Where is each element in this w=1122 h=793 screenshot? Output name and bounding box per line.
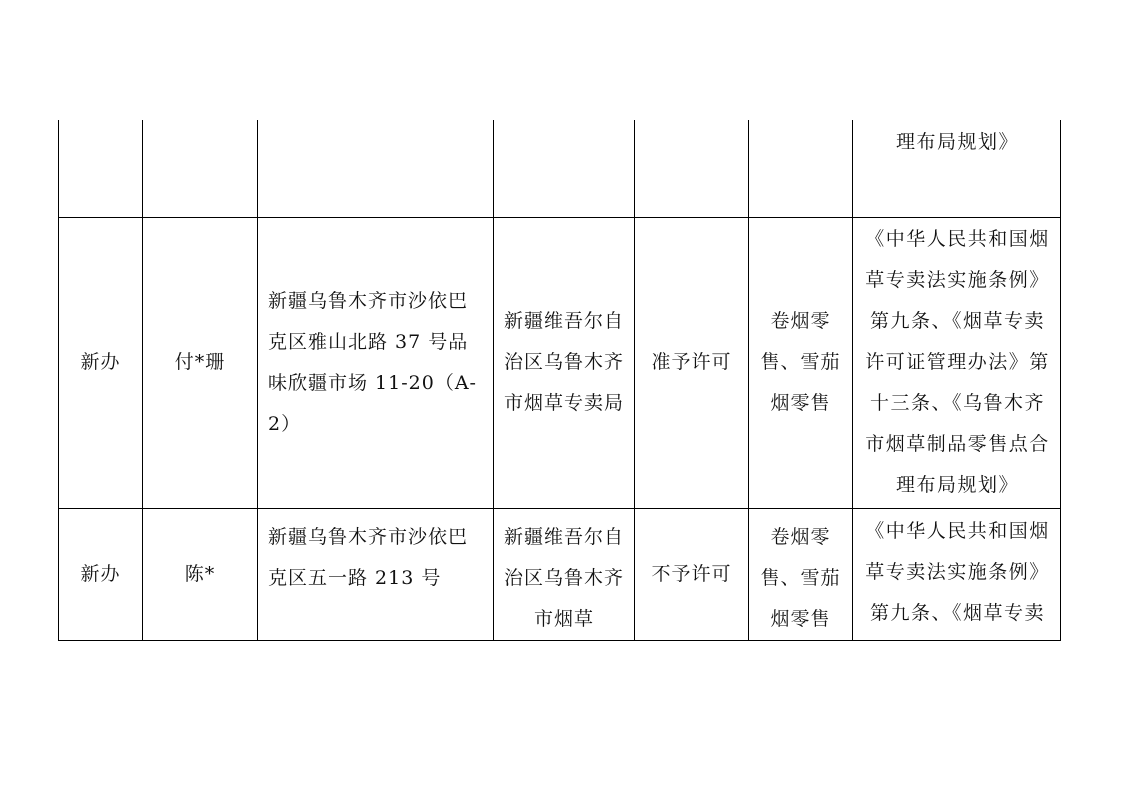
legal-basis-cell: 《中华人民共和国烟草专卖法实施条例》第九条、《烟草专卖 <box>853 508 1061 640</box>
business-address-cell: 新疆乌鲁木齐市沙依巴克区雅山北路 37 号品味欣疆市场 11-20（A-2） <box>258 217 494 508</box>
issuing-agency-cell: 新疆维吾尔自治区乌鲁木齐市烟草专卖局 <box>494 217 635 508</box>
issuing-agency-cell: 新疆维吾尔自治区乌鲁木齐市烟草 <box>494 508 635 640</box>
business-address-cell: 新疆乌鲁木齐市沙依巴克区五一路 213 号 <box>258 508 494 640</box>
license-type-cell: 新办 <box>59 217 143 508</box>
decision-cell <box>635 120 749 217</box>
business-scope-cell: 卷烟零售、雪茄烟零售 <box>749 508 853 640</box>
table-row <box>59 508 1061 640</box>
table-row <box>59 217 1061 508</box>
business-scope-cell <box>749 120 853 217</box>
business-scope-cell: 卷烟零售、雪茄烟零售 <box>749 217 853 508</box>
issuing-agency-cell <box>494 120 635 217</box>
license-type-cell <box>59 120 143 217</box>
applicant-name-cell: 陈* <box>143 508 258 640</box>
applicant-name-cell <box>143 120 258 217</box>
decision-cell: 不予许可 <box>635 508 749 640</box>
legal-basis-cell: 《中华人民共和国烟草专卖法实施条例》第九条、《烟草专卖许可证管理办法》第十三条、《乌鲁木齐市烟草制品零售点合理布局规划》 <box>853 217 1061 508</box>
license-table <box>58 120 1061 641</box>
table-row <box>59 120 1061 217</box>
business-address-cell <box>258 120 494 217</box>
decision-cell: 准予许可 <box>635 217 749 508</box>
license-type-cell: 新办 <box>59 508 143 640</box>
legal-basis-cell: 理布局规划》 <box>853 120 1061 217</box>
applicant-name-cell: 付*珊 <box>143 217 258 508</box>
